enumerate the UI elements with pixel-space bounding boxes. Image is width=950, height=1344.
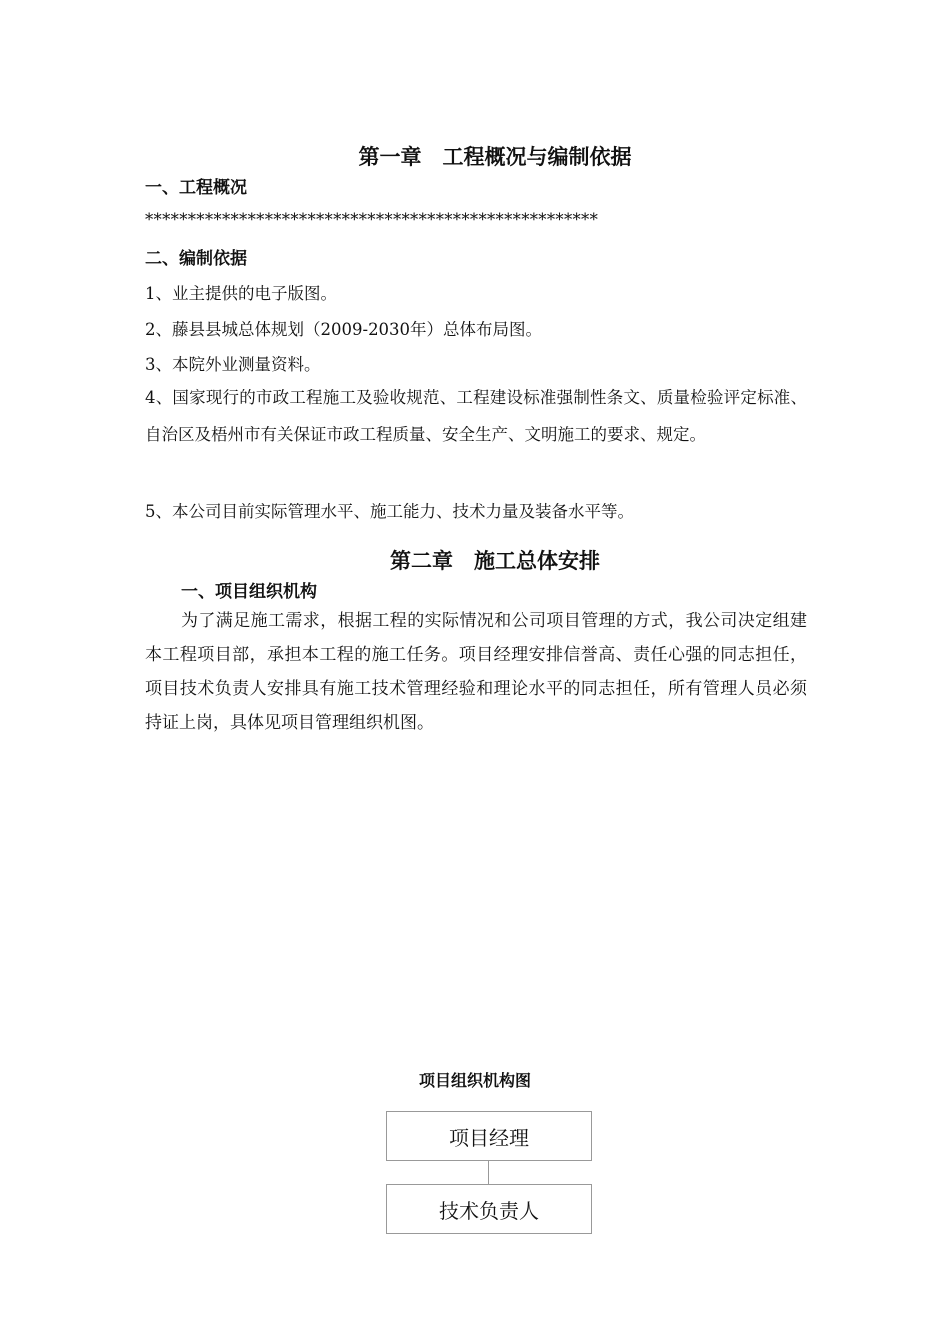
org-connector-line (488, 1161, 489, 1184)
basis-item-4: 4、国家现行的市政工程施工及验收规范、工程建设标准强制性条文、质量检验评定标准、自治区及梧州市有关保证市政工程质量、安全生产、文明施工的要求、规定。 (145, 388, 807, 444)
basis-item-2: 2、藤县县城总体规划（2009-2030年）总体布局图。 (145, 320, 543, 339)
organization-paragraph: 为了满足施工需求，根据工程的实际情况和公司项目管理的方式，我公司决定组建本工程项目部，承担本工程的施工任务。项目经理安排信誉高、责任心强的同志担任，项目技术负责人安排具有施工技术管理经验和理论水平的同志担任，所有管理人员必须持证上岗，具体见项目管理组织机图。 (145, 611, 807, 733)
org-node-project-manager: 项目经理 (386, 1111, 592, 1161)
overview-placeholder-text: ***************************************************** (145, 210, 599, 229)
basis-item-5: 5、本公司目前实际管理水平、施工能力、技术力量及装备水平等。 (145, 502, 634, 521)
section-overview-heading: 一、工程概况 (145, 178, 247, 198)
basis-item-3: 3、本院外业测量资料。 (145, 355, 321, 374)
org-chart-title: 项目组织机构图 (418, 1071, 531, 1090)
basis-item-1: 1、业主提供的电子版图。 (145, 284, 337, 303)
org-node-technical-lead: 技术负责人 (386, 1184, 592, 1234)
chapter-2-title: 第二章 施工总体安排 (390, 549, 600, 573)
section-organization-heading: 一、项目组织机构 (181, 582, 317, 602)
section-basis-heading: 二、编制依据 (145, 249, 247, 269)
chapter-1-title: 第一章 工程概况与编制依据 (358, 145, 632, 169)
